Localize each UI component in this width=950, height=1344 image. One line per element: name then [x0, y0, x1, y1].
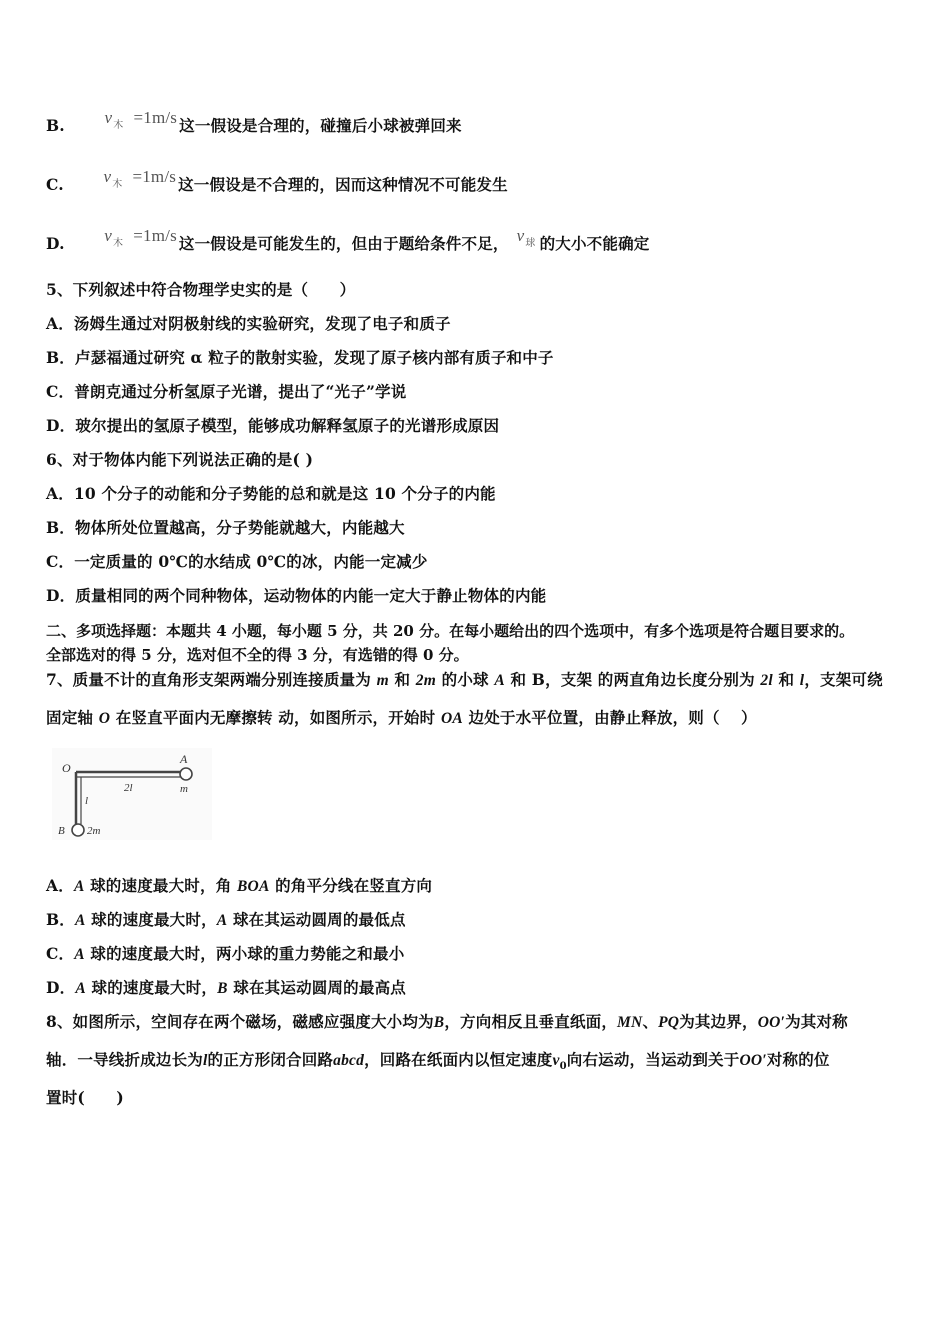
q4-option-b — [46, 108, 462, 139]
q5-stem: 5、下列叙述中符合物理学史实的是（ ） — [46, 280, 356, 299]
q7-option-c: C．A 球的速度最大时，两小球的重力势能之和最小 — [46, 944, 405, 963]
option-text-2: 的大小不能确定 — [539, 234, 650, 253]
q6-option-d: D．质量相同的两个同种物体，运动物体的内能一定大于静止物体的内能 — [46, 586, 547, 605]
q5-option-b: B．卢瑟福通过研究 α 粒子的散射实验，发现了原子核内部有质子和中子 — [46, 348, 554, 367]
option-text: 这一假设是可能发生的，但由于题给条件不足， — [178, 234, 509, 253]
label-o: O — [62, 761, 71, 775]
ball-velocity-symbol: $v_球$ — [516, 226, 536, 249]
velocity-formula: $v_木 =1m/s$ — [104, 226, 177, 249]
label-b: B — [58, 825, 65, 837]
q5-option-c: C．普朗克通过分析氢原子光谱，提出了“光子”学说 — [46, 382, 407, 401]
q5-option-a: A．汤姆生通过对阴极射线的实验研究，发现了电子和质子 — [46, 314, 451, 333]
q6-stem: 6、对于物体内能下列说法正确的是( ) — [46, 450, 314, 469]
option-label: C. — [46, 175, 64, 194]
q5-option-d: D．玻尔提出的氢原子模型，能够成功解释氢原子的光谱形成原因 — [46, 416, 500, 435]
q7-option-a: A．A 球的速度最大时，角 BOA 的角平分线在竖直方向 — [46, 876, 433, 895]
option-label: B. — [46, 116, 65, 135]
section-2-scoring: 全部选对的得 5 分，选对但不全的得 3 分，有选错的得 0 分。 — [46, 646, 469, 664]
q7-option-d: D．A 球的速度最大时，B 球在其运动圆周的最高点 — [46, 978, 406, 997]
ball-a — [180, 768, 192, 780]
q7-stem-line2: 固定轴 O 在竖直平面内无摩擦转 动，如图所示，开始时 OA 边处于水平位置，由静止释放，则（ ） — [46, 708, 757, 727]
label-2m: 2m — [87, 825, 101, 837]
label-m: m — [180, 783, 188, 795]
q6-option-b: B．物体所处位置越高，分子势能就越大，内能越大 — [46, 518, 405, 537]
q4-option-d — [46, 226, 650, 257]
option-label: D. — [46, 234, 65, 253]
q8-stem-line3: 置时( ) — [46, 1088, 124, 1107]
option-text: 这一假设是合理的，碰撞后小球被弹回来 — [179, 116, 462, 135]
q6-option-a: A．10 个分子的动能和分子势能的总和就是这 10 个分子的内能 — [46, 484, 496, 503]
ball-b — [72, 824, 84, 836]
option-text: 这一假设是不合理的，因而这种情况不可能发生 — [178, 175, 508, 194]
right-angle-bracket-diagram — [52, 748, 212, 840]
label-a: A — [180, 752, 188, 766]
q8-stem-line2: 轴．一导线折成边长为l的正方形闭合回路abcd，回路在纸面内以恒定速度$v_0$向右运动，当运动到关于OO′对称的位 — [46, 1050, 830, 1073]
velocity-formula: $v_木 =1m/s$ — [103, 167, 177, 190]
label-2l: 2l — [124, 782, 133, 794]
velocity-formula: $v_木 =1m/s$ — [104, 108, 178, 131]
q6-option-c: C．一定质量的 0℃的水结成 0℃的冰，内能一定减少 — [46, 552, 428, 571]
label-l: l — [85, 795, 89, 807]
q8-stem-line1: 8、如图所示，空间存在两个磁场，磁感应强度大小均为B，方向相反且垂直纸面，MN、PQ为其边界，OO′为其对称 — [46, 1012, 848, 1031]
q4-option-c — [46, 167, 508, 198]
section-2-title: 二、多项选择题：本题共 4 小题，每小题 5 分，共 20 分。在每小题给出的四个选项中，有多个选项是符合题目要求的。 — [46, 622, 855, 640]
q7-option-b: B．A 球的速度最大时，A 球在其运动圆周的最低点 — [46, 910, 406, 929]
q7-stem-line1: 7、质量不计的直角形支架两端分别连接质量为 m 和 2m 的小球 A 和 B，支架 的两直角边长度分别为 2l 和 l，支架可绕 — [46, 670, 883, 689]
